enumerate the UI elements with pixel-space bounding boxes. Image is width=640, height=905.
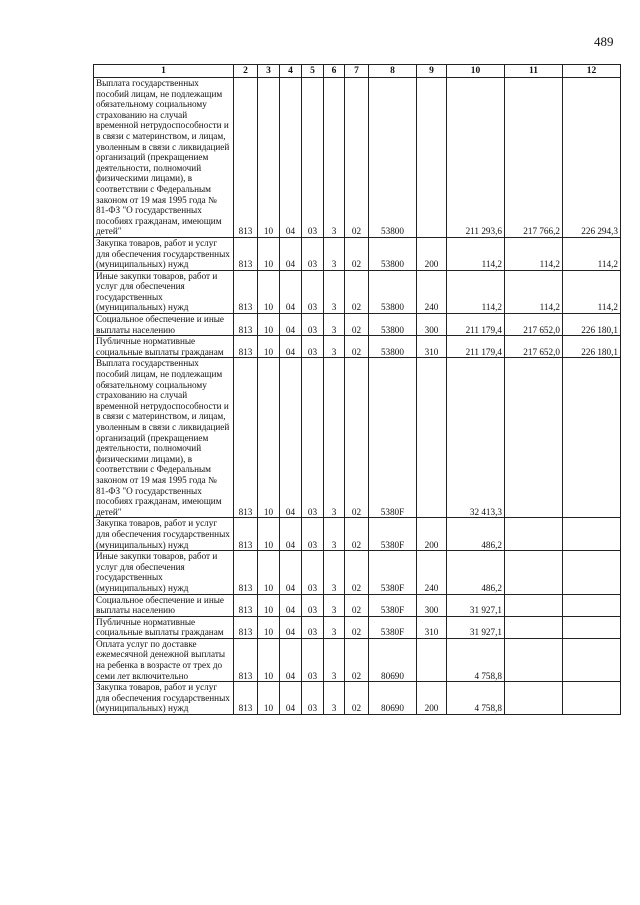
column-header: 9	[417, 65, 447, 78]
cell-amount-year3: 114,2	[563, 270, 621, 313]
cell-main-event: 02	[345, 237, 369, 270]
cell-direction: 5380F	[369, 358, 417, 518]
cell-amount-year3: 226 180,1	[563, 336, 621, 358]
cell-amount-year1: 211 179,4	[447, 336, 505, 358]
cell-direction: 53800	[369, 78, 417, 238]
row-description: Иные закупки товаров, работ и услуг для обеспечения государственных (муниципальных) нужд	[94, 551, 234, 594]
cell-section: 10	[258, 616, 280, 638]
cell-amount-year2: 114,2	[505, 270, 563, 313]
row-description: Социальное обеспечение и иные выплаты населению	[94, 314, 234, 336]
cell-amount-year1: 114,2	[447, 270, 505, 313]
cell-direction: 53800	[369, 237, 417, 270]
cell-program: 03	[302, 237, 324, 270]
cell-program: 03	[302, 638, 324, 681]
cell-subsection: 04	[280, 314, 302, 336]
cell-subprogram: 3	[324, 237, 345, 270]
cell-administrator: 813	[234, 638, 258, 681]
cell-direction: 5380F	[369, 616, 417, 638]
column-header: 8	[369, 65, 417, 78]
page-number: 489	[594, 34, 614, 49]
cell-program: 03	[302, 358, 324, 518]
cell-subsection: 04	[280, 237, 302, 270]
cell-amount-year1: 486,2	[447, 551, 505, 594]
budget-table	[93, 64, 621, 715]
cell-direction: 5380F	[369, 551, 417, 594]
table-row	[94, 358, 621, 518]
cell-main-event: 02	[345, 616, 369, 638]
cell-program: 03	[302, 314, 324, 336]
cell-direction: 53800	[369, 314, 417, 336]
row-description: Оплата услуг по доставке ежемесячной денежной выплаты на ребенка в возрасте от трех до семи лет включительно	[94, 638, 234, 681]
cell-administrator: 813	[234, 270, 258, 313]
cell-amount-year2: 217 652,0	[505, 314, 563, 336]
cell-subprogram: 3	[324, 616, 345, 638]
cell-amount-year1: 4 758,8	[447, 682, 505, 715]
column-header: 3	[258, 65, 280, 78]
cell-amount-year3: 226 294,3	[563, 78, 621, 238]
row-description: Публичные нормативные социальные выплаты гражданам	[94, 336, 234, 358]
column-header: 7	[345, 65, 369, 78]
cell-administrator: 813	[234, 358, 258, 518]
cell-administrator: 813	[234, 518, 258, 551]
cell-subsection: 04	[280, 682, 302, 715]
cell-direction: 5380F	[369, 518, 417, 551]
cell-direction: 53800	[369, 336, 417, 358]
cell-subsection: 04	[280, 594, 302, 616]
cell-administrator: 813	[234, 682, 258, 715]
column-header: 12	[563, 65, 621, 78]
table-row	[94, 237, 621, 270]
cell-main-event: 02	[345, 638, 369, 681]
column-header: 4	[280, 65, 302, 78]
cell-expense-type: 300	[417, 314, 447, 336]
column-header: 6	[324, 65, 345, 78]
cell-subprogram: 3	[324, 358, 345, 518]
column-header: 11	[505, 65, 563, 78]
column-header: 1	[94, 65, 234, 78]
cell-subsection: 04	[280, 270, 302, 313]
cell-amount-year3	[563, 551, 621, 594]
cell-amount-year2	[505, 518, 563, 551]
table-row	[94, 551, 621, 594]
cell-direction: 53800	[369, 270, 417, 313]
cell-expense-type	[417, 78, 447, 238]
cell-amount-year1: 211 179,4	[447, 314, 505, 336]
cell-program: 03	[302, 594, 324, 616]
row-description: Закупка товаров, работ и услуг для обеспечения государственных (муниципальных) нужд	[94, 682, 234, 715]
cell-subsection: 04	[280, 78, 302, 238]
cell-subprogram: 3	[324, 78, 345, 238]
cell-amount-year3	[563, 358, 621, 518]
row-description: Закупка товаров, работ и услуг для обеспечения государственных (муниципальных) нужд	[94, 518, 234, 551]
cell-main-event: 02	[345, 314, 369, 336]
cell-amount-year1: 4 758,8	[447, 638, 505, 681]
column-header: 10	[447, 65, 505, 78]
header-row	[94, 65, 621, 78]
cell-subprogram: 3	[324, 314, 345, 336]
cell-program: 03	[302, 270, 324, 313]
cell-amount-year3	[563, 616, 621, 638]
table-row	[94, 78, 621, 238]
table-row	[94, 682, 621, 715]
cell-section: 10	[258, 78, 280, 238]
cell-main-event: 02	[345, 270, 369, 313]
cell-section: 10	[258, 594, 280, 616]
row-description: Закупка товаров, работ и услуг для обеспечения государственных (муниципальных) нужд	[94, 237, 234, 270]
cell-amount-year2: 217 766,2	[505, 78, 563, 238]
cell-section: 10	[258, 270, 280, 313]
column-header: 2	[234, 65, 258, 78]
cell-administrator: 813	[234, 336, 258, 358]
cell-subprogram: 3	[324, 270, 345, 313]
cell-administrator: 813	[234, 616, 258, 638]
cell-expense-type: 200	[417, 237, 447, 270]
cell-amount-year1: 32 413,3	[447, 358, 505, 518]
cell-amount-year2	[505, 638, 563, 681]
cell-section: 10	[258, 314, 280, 336]
cell-administrator: 813	[234, 237, 258, 270]
cell-amount-year1: 486,2	[447, 518, 505, 551]
row-description: Выплата государственных пособий лицам, не подлежащим обязательному социальному страхованию на случай временной нетрудоспособности и в связи с материнством, и лицам, уволенным в связи с ликвидацией организаций (прекращением деятельности, полномочий физическими лицами), в соответствии с Федеральным законом от 19 мая 1995 года № 81-ФЗ "О государственных пособиях гражданам, имеющим детей"	[94, 358, 234, 518]
cell-amount-year2: 217 652,0	[505, 336, 563, 358]
cell-expense-type: 310	[417, 616, 447, 638]
row-description: Выплата государственных пособий лицам, не подлежащим обязательному социальному страхованию на случай временной нетрудоспособности и в связи с материнством, и лицам, уволенным в связи с ликвидацией организаций (прекращением деятельности, полномочий физическими лицами), в соответствии с Федеральным законом от 19 мая 1995 года № 81-ФЗ "О государственных пособиях гражданам, имеющим детей"	[94, 78, 234, 238]
cell-section: 10	[258, 551, 280, 594]
cell-administrator: 813	[234, 594, 258, 616]
cell-direction: 80690	[369, 682, 417, 715]
cell-subsection: 04	[280, 336, 302, 358]
cell-amount-year3	[563, 518, 621, 551]
cell-amount-year1: 211 293,6	[447, 78, 505, 238]
cell-amount-year1: 31 927,1	[447, 594, 505, 616]
cell-subsection: 04	[280, 551, 302, 594]
cell-program: 03	[302, 616, 324, 638]
cell-subsection: 04	[280, 616, 302, 638]
cell-subsection: 04	[280, 358, 302, 518]
cell-direction: 5380F	[369, 594, 417, 616]
cell-expense-type	[417, 638, 447, 681]
table-row	[94, 638, 621, 681]
cell-subprogram: 3	[324, 682, 345, 715]
cell-amount-year3	[563, 638, 621, 681]
cell-main-event: 02	[345, 358, 369, 518]
cell-amount-year2	[505, 551, 563, 594]
cell-main-event: 02	[345, 594, 369, 616]
cell-section: 10	[258, 682, 280, 715]
cell-subsection: 04	[280, 638, 302, 681]
cell-subprogram: 3	[324, 551, 345, 594]
cell-administrator: 813	[234, 551, 258, 594]
cell-section: 10	[258, 336, 280, 358]
table-row	[94, 314, 621, 336]
cell-direction: 80690	[369, 638, 417, 681]
cell-main-event: 02	[345, 551, 369, 594]
cell-expense-type: 310	[417, 336, 447, 358]
cell-subprogram: 3	[324, 518, 345, 551]
cell-amount-year3	[563, 682, 621, 715]
cell-program: 03	[302, 336, 324, 358]
cell-section: 10	[258, 358, 280, 518]
cell-section: 10	[258, 518, 280, 551]
table-row	[94, 270, 621, 313]
cell-amount-year3	[563, 594, 621, 616]
cell-subsection: 04	[280, 518, 302, 551]
cell-amount-year2	[505, 594, 563, 616]
row-description: Иные закупки товаров, работ и услуг для обеспечения государственных (муниципальных) нужд	[94, 270, 234, 313]
cell-subprogram: 3	[324, 594, 345, 616]
cell-expense-type: 200	[417, 518, 447, 551]
table-row	[94, 594, 621, 616]
cell-subprogram: 3	[324, 638, 345, 681]
cell-main-event: 02	[345, 682, 369, 715]
cell-program: 03	[302, 518, 324, 551]
cell-program: 03	[302, 682, 324, 715]
cell-program: 03	[302, 551, 324, 594]
cell-expense-type: 300	[417, 594, 447, 616]
cell-subprogram: 3	[324, 336, 345, 358]
row-description: Социальное обеспечение и иные выплаты населению	[94, 594, 234, 616]
cell-main-event: 02	[345, 336, 369, 358]
cell-administrator: 813	[234, 314, 258, 336]
cell-administrator: 813	[234, 78, 258, 238]
cell-amount-year3: 226 180,1	[563, 314, 621, 336]
table-row	[94, 336, 621, 358]
cell-expense-type: 200	[417, 682, 447, 715]
cell-main-event: 02	[345, 518, 369, 551]
table-row	[94, 616, 621, 638]
cell-amount-year1: 31 927,1	[447, 616, 505, 638]
cell-expense-type: 240	[417, 270, 447, 313]
cell-expense-type	[417, 358, 447, 518]
cell-section: 10	[258, 237, 280, 270]
cell-amount-year2: 114,2	[505, 237, 563, 270]
cell-expense-type: 240	[417, 551, 447, 594]
cell-amount-year2	[505, 616, 563, 638]
cell-program: 03	[302, 78, 324, 238]
row-description: Публичные нормативные социальные выплаты гражданам	[94, 616, 234, 638]
table-body	[94, 78, 621, 715]
cell-amount-year2	[505, 358, 563, 518]
cell-section: 10	[258, 638, 280, 681]
table-row	[94, 518, 621, 551]
cell-amount-year1: 114,2	[447, 237, 505, 270]
cell-amount-year2	[505, 682, 563, 715]
cell-main-event: 02	[345, 78, 369, 238]
column-header: 5	[302, 65, 324, 78]
cell-amount-year3: 114,2	[563, 237, 621, 270]
